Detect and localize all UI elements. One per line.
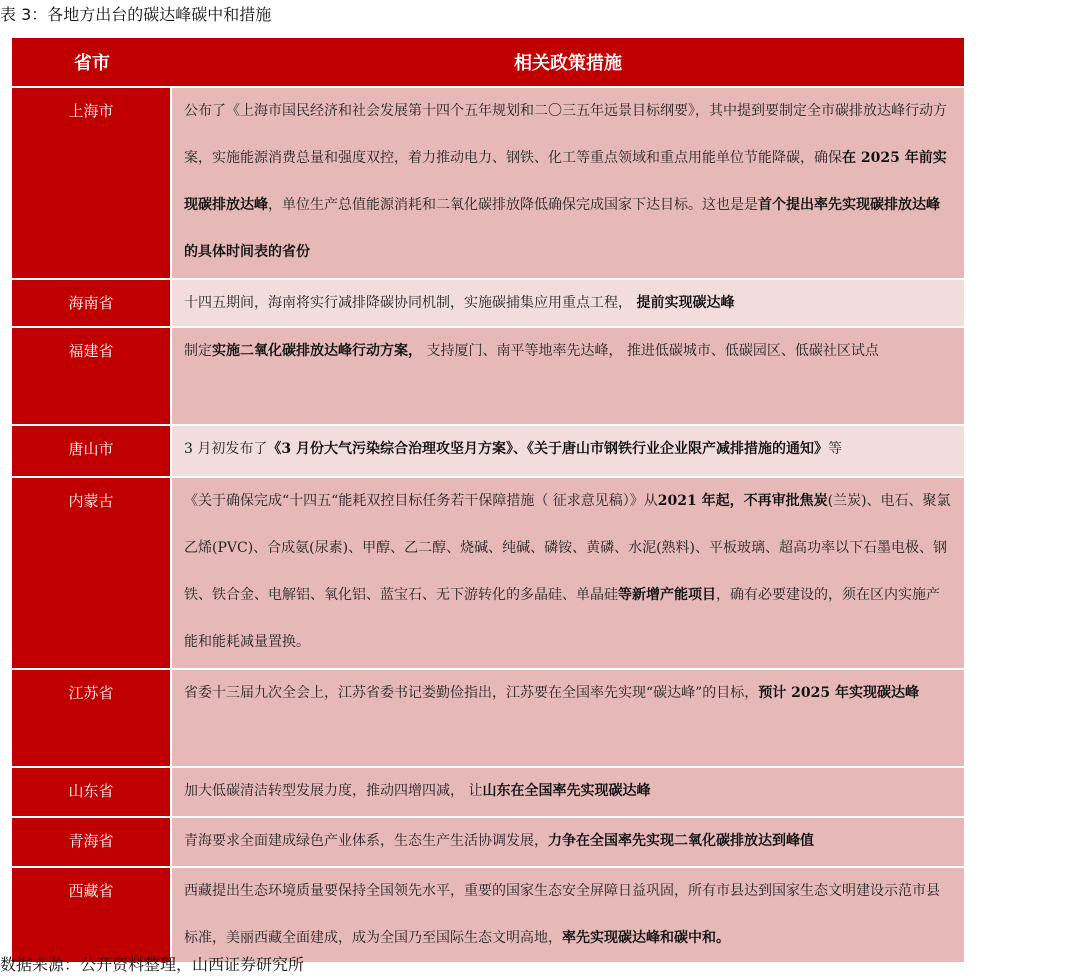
table-row-xizang [12,866,964,962]
table-row-shandong [12,766,964,816]
policy-cell [172,328,964,424]
table-header [12,38,964,86]
policy-text: 西藏提出生态环境质量要保持全国领先水平，重要的国家生态安全屏障日益巩固，所有市县达到国家生态文明建设示范市县标准，美丽西藏全面建成，成为全国乃至国际生态文明高地， [184,883,940,946]
policy-text: 公布了《上海市国民经济和社会发展第十四个五年规划和二〇三五年远景目标纲要》，其中提到要制定全市碳排放达峰行动方案，实施能源消费总量和强度双控，着力推动电力、钢铁、化工等重点领域和重点用能单位节能降碳，确保 [184,103,947,166]
policy-text: 3 月初发布了 [184,441,268,457]
policy-text: 加大低碳清洁转型发展力度，推动四增四减， 让 [184,783,483,799]
policy-cell [172,768,964,816]
policy-highlight: 2021 年起，不再审批焦炭 [657,493,828,509]
policy-highlight: 提前实现碳达峰 [636,295,735,311]
policy-text: 十四五期间，海南将实行减排降碳协同机制，实施碳捕集应用重点工程， [184,295,637,311]
header-policy: 相关政策措施 [514,53,622,74]
policy-table [12,38,964,962]
policy-highlight: 实施二氧化碳排放达峰行动方案， [212,343,422,359]
policy-text: (兰炭)、电石、聚氯乙烯(PVC)、合成氨(尿素)、甲醇、乙二醇、烧碱、纯碱、磷铵、黄磷、水泥(熟料)、平板玻璃、超高功率以下石墨电极、钢铁、铁合金、电解铝、氧化铝、蓝宝石、无下游转化的多晶硅、单晶硅 [184,493,951,603]
policy-highlight: 等新增产能项目 [618,587,716,603]
province-cell: 福建省 [12,328,172,424]
policy-cell [172,426,964,476]
policy-highlight: 力争在全国率先实现二氧化碳排放达到峰值 [548,833,814,849]
policy-cell [172,670,964,766]
policy-text: 青海要求全面建成绿色产业体系，生态生产生活协调发展， [184,833,548,849]
policy-highlight: 首个提出率先实现碳排放达峰的具体时间表的省份 [184,197,940,260]
policy-highlight: 山东在全国率先实现碳达峰 [482,783,651,799]
province-cell: 青海省 [12,818,172,866]
policy-text: ，确有必要建设的，须在区内实施产能和能耗减量置换。 [184,587,940,650]
province-cell: 海南省 [12,280,172,326]
table-row-fujian [12,326,964,424]
table-row-shanghai [12,86,964,278]
policy-highlight: 率先实现碳达峰和碳中和。 [562,930,730,946]
province-cell: 唐山市 [12,426,172,476]
policy-text: 制定 [184,343,212,359]
policy-text: 支持厦门、南平等地率先达峰， 推进低碳城市、低碳园区、低碳社区试点 [422,343,879,359]
table-row-tangshan [12,424,964,476]
province-cell: 江苏省 [12,670,172,766]
policy-cell [172,280,964,326]
policy-highlight: 预计 2025 年实现碳达峰 [758,685,920,701]
policy-text: 省委十三届九次全会上，江苏省委书记娄勤俭指出，江苏要在全国率先实现“碳达峰”的目标， [184,685,759,701]
policy-text: 《关于确保完成“十四五“能耗双控目标任务若干保障措施（ 征求意见稿）》从 [184,493,658,509]
data-source: 数据来源：公开资料整理，山西证券研究所 [0,955,305,974]
table-row-qinghai [12,816,964,866]
header-province: 省市 [74,53,110,74]
policy-cell [172,478,964,668]
province-cell: 上海市 [12,88,172,278]
policy-cell [172,818,964,866]
policy-text: 等 [827,441,842,457]
table-row-hainan [12,278,964,326]
policy-highlight: 《3 月份大气污染综合治理攻坚月方案》、《关于唐山市钢铁行业企业限产减排措施的通知》 [267,441,828,457]
table-row-jiangsu [12,668,964,766]
policy-highlight: 在 2025 年前实现碳排放达峰 [184,150,947,213]
province-cell: 山东省 [12,768,172,816]
policy-text: ，单位生产总值能源消耗和二氧化碳排放降低确保完成国家下达目标。这也是是 [268,197,758,213]
policy-cell [172,868,964,962]
province-cell: 内蒙古 [12,478,172,668]
province-cell: 西藏省 [12,868,172,962]
policy-cell [172,88,964,278]
table-row-neimenggu [12,476,964,668]
table-caption: 表 3：各地方出台的碳达峰碳中和措施 [0,5,272,24]
